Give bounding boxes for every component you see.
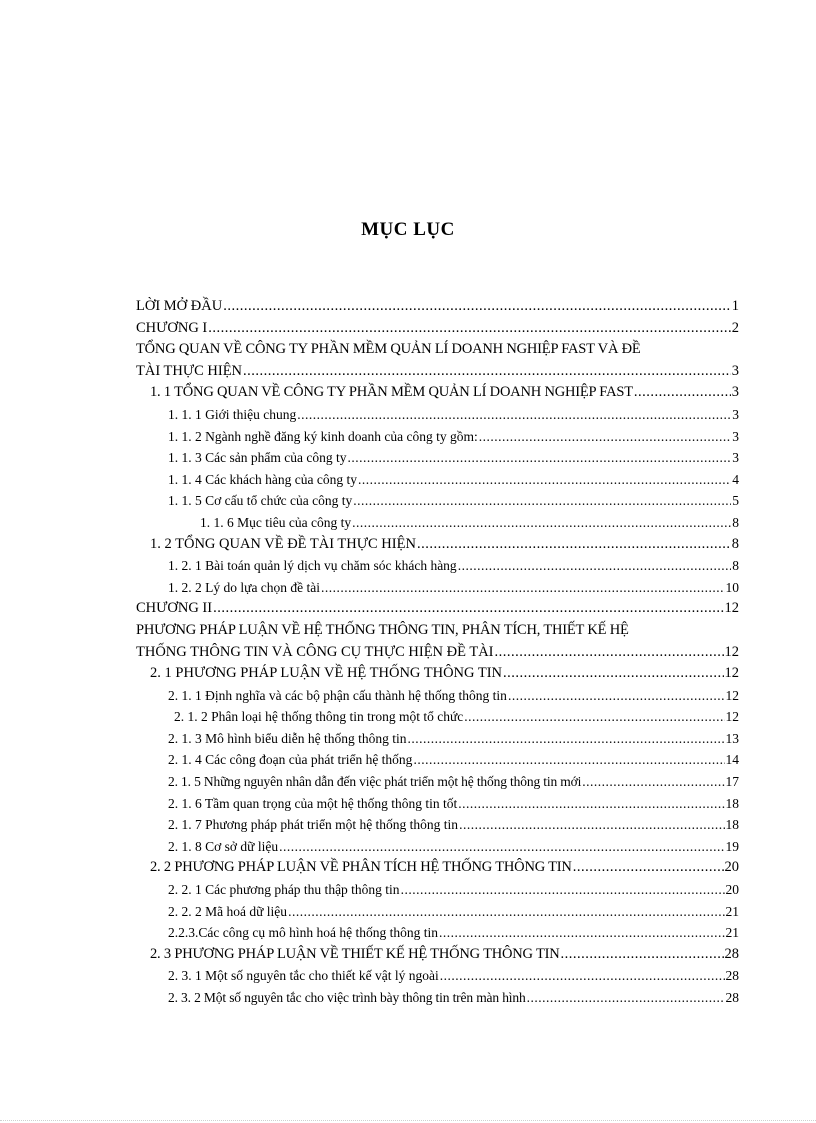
toc-leader bbox=[279, 836, 724, 858]
toc-leader bbox=[458, 555, 732, 577]
toc-entry-title-line2: TÀI THỰC HIỆN bbox=[136, 362, 243, 379]
toc-page-number: 8 bbox=[732, 514, 739, 530]
toc-leader bbox=[464, 706, 724, 728]
toc-entry[interactable] bbox=[136, 296, 739, 318]
toc-leader bbox=[288, 901, 724, 923]
toc-page-number: 8 bbox=[732, 558, 739, 574]
toc-entry-title: 2. 3 PHƯƠNG PHÁP LUẬN VỀ THIẾT KẾ HỆ THỐNG THÔNG TIN bbox=[150, 945, 560, 962]
toc-page-number: 12 bbox=[725, 709, 739, 725]
toc-entry-title: 2. 2 PHƯƠNG PHÁP LUẬN VỀ PHÂN TÍCH HỆ THỐNG THÔNG TIN bbox=[150, 859, 572, 876]
toc-entry[interactable] bbox=[136, 447, 739, 469]
toc-page-number: 12 bbox=[724, 665, 739, 682]
toc-entry[interactable] bbox=[136, 922, 739, 944]
toc-page-number: 3 bbox=[732, 406, 739, 422]
toc-leader bbox=[573, 857, 724, 879]
toc-page-number: 10 bbox=[725, 579, 739, 595]
toc-entry[interactable] bbox=[136, 944, 739, 966]
toc-entry-title: 1. 2. 2 Lý do lựa chọn đề tài bbox=[168, 579, 321, 595]
toc-entry[interactable] bbox=[136, 836, 739, 858]
toc-entry-title: 1. 1. 2 Ngành nghề đăng ký kinh doanh của công ty gồm: bbox=[168, 428, 478, 444]
toc-leader bbox=[582, 771, 724, 793]
toc-entry-title: 2. 1. 8 Cơ sở dữ liệu bbox=[168, 838, 279, 854]
toc-entry[interactable] bbox=[136, 857, 739, 879]
toc-leader bbox=[297, 404, 731, 426]
toc-entry-title: 2. 1. 4 Các công đoạn của phát triển hệ thống bbox=[168, 752, 413, 768]
toc-page-number: 21 bbox=[725, 925, 739, 941]
toc-page-number: 20 bbox=[725, 882, 739, 898]
toc-entry[interactable] bbox=[136, 339, 739, 382]
toc-page-number: 19 bbox=[725, 838, 739, 854]
toc-leader bbox=[413, 749, 724, 771]
toc-leader bbox=[347, 447, 731, 469]
toc-entry-title: CHƯƠNG II bbox=[136, 600, 213, 617]
toc-entry[interactable] bbox=[136, 793, 739, 815]
toc-entry[interactable] bbox=[136, 814, 739, 836]
toc-entry-title: 2. 3. 2 Một số nguyên tắc cho việc trình bày thông tin trên màn hình bbox=[168, 990, 526, 1005]
toc-page-number: 12 bbox=[725, 687, 739, 703]
page-title: MỤC LỤC bbox=[361, 219, 455, 240]
toc-entry[interactable] bbox=[136, 598, 739, 620]
toc-entry[interactable] bbox=[136, 534, 739, 556]
toc-entry-title: 2. 1. 3 Mô hình biểu diễn hệ thống thông tin bbox=[168, 730, 407, 746]
toc-entry-title-line2: THỐNG THÔNG TIN VÀ CÔNG CỤ THỰC HIỆN ĐỀ TÀI bbox=[136, 643, 494, 660]
toc-entry[interactable] bbox=[136, 577, 739, 599]
toc-entry[interactable] bbox=[136, 728, 739, 750]
toc-page-number: 5 bbox=[732, 493, 739, 509]
toc-page-number: 28 bbox=[724, 945, 739, 962]
toc-page-number: 3 bbox=[732, 450, 739, 466]
toc-page-number: 13 bbox=[725, 730, 739, 746]
toc-leader bbox=[223, 296, 731, 318]
toc-page-number: 18 bbox=[725, 795, 739, 811]
toc-entry-title: LỜI MỞ ĐẦU bbox=[136, 298, 223, 314]
toc-entry-title-line1: PHƯƠNG PHÁP LUẬN VỀ HỆ THỐNG THÔNG TIN, PHÂN TÍCH, THIẾT KẾ HỆ bbox=[136, 621, 629, 638]
toc-leader bbox=[439, 922, 725, 944]
toc-leader bbox=[243, 361, 731, 383]
toc-entry-title: CHƯƠNG I bbox=[136, 319, 208, 336]
toc-entry[interactable] bbox=[136, 749, 739, 771]
toc-page-number: 28 bbox=[725, 968, 739, 984]
toc-entry[interactable] bbox=[136, 901, 739, 923]
toc-page-number: 8 bbox=[731, 535, 739, 552]
toc-entry-title: 2. 1. 1 Định nghĩa và các bộ phận cấu thành hệ thống thông tin bbox=[168, 687, 507, 703]
toc-leader bbox=[508, 685, 725, 707]
toc-leader bbox=[408, 728, 725, 750]
toc-leader bbox=[459, 814, 724, 836]
toc-entry[interactable] bbox=[136, 771, 739, 793]
toc-entry[interactable] bbox=[136, 987, 739, 1009]
page-bottom-divider bbox=[0, 1120, 816, 1121]
toc-entry[interactable] bbox=[136, 512, 739, 534]
toc-leader bbox=[213, 598, 723, 620]
toc-page-number: 3 bbox=[731, 384, 739, 401]
toc-entry[interactable] bbox=[136, 663, 739, 685]
toc-leader bbox=[352, 512, 731, 534]
toc-page-number: 3 bbox=[731, 362, 739, 379]
toc-page-number: 12 bbox=[724, 643, 739, 660]
toc-leader bbox=[634, 382, 731, 404]
toc-entry-title-line1: TỔNG QUAN VỀ CÔNG TY PHẦN MỀM QUẢN LÍ DOANH NGHIỆP FAST VÀ ĐỀ bbox=[136, 341, 641, 358]
toc-leader bbox=[417, 534, 731, 556]
toc-entry-title: 2.2.3.Các công cụ mô hình hoá hệ thống thông tin bbox=[168, 925, 438, 941]
toc-page-number: 17 bbox=[725, 774, 739, 790]
toc-entry[interactable] bbox=[136, 469, 739, 491]
toc-entry[interactable] bbox=[136, 685, 739, 707]
toc-entry[interactable] bbox=[136, 426, 739, 448]
toc-leader bbox=[401, 879, 725, 901]
toc-page-number: 20 bbox=[724, 859, 739, 876]
toc-entry-title: 1. 2 TỔNG QUAN VỀ ĐỀ TÀI THỰC HIỆN bbox=[150, 535, 416, 552]
toc-entry[interactable] bbox=[136, 404, 739, 426]
toc-entry-title: 2. 1. 6 Tầm quan trọng của một hệ thống thông tin tốt bbox=[168, 795, 458, 811]
toc-page-number: 28 bbox=[725, 990, 739, 1005]
toc-entry-title: 2. 3. 1 Một số nguyên tắc cho thiết kế vật lý ngoài bbox=[168, 968, 439, 984]
toc-leader bbox=[503, 663, 723, 685]
toc-entry-title: 1. 1. 6 Mục tiêu của công ty bbox=[200, 514, 352, 530]
toc-entry-title: 1. 1. 4 Các khách hàng của công ty bbox=[168, 471, 357, 487]
toc-leader bbox=[527, 987, 725, 1009]
toc-entry-title: 1. 2. 1 Bài toán quản lý dịch vụ chăm sóc khách hàng bbox=[168, 558, 457, 574]
toc-entry-title: 2. 2. 1 Các phương pháp thu thập thông tin bbox=[168, 882, 400, 898]
toc-entry-title: 1. 1. 3 Các sản phẩm của công ty bbox=[168, 450, 347, 466]
toc-leader bbox=[561, 944, 724, 966]
toc-page-number: 2 bbox=[731, 319, 739, 336]
toc-leader bbox=[358, 469, 731, 491]
toc-page-number: 4 bbox=[732, 471, 739, 487]
toc-entry-title: 2. 1. 2 Phân loại hệ thống thông tin trong một tổ chức bbox=[174, 709, 464, 725]
toc-page-number: 21 bbox=[725, 903, 739, 919]
toc-leader bbox=[458, 793, 724, 815]
toc-entry-title: 1. 1. 1 Giới thiệu chung bbox=[168, 406, 297, 422]
toc-page-number: 18 bbox=[725, 817, 739, 833]
toc-leader bbox=[208, 318, 730, 340]
toc-entry-title: 1. 1. 5 Cơ cấu tổ chức của công ty bbox=[168, 493, 353, 509]
toc-entry-title: 1. 1 TỔNG QUAN VỀ CÔNG TY PHẦN MỀM QUẢN LÍ DOANH NGHIỆP FAST bbox=[150, 384, 633, 401]
toc-entry[interactable] bbox=[136, 706, 739, 728]
toc-entry[interactable] bbox=[136, 879, 739, 901]
toc-leader bbox=[353, 490, 731, 512]
toc-leader bbox=[479, 426, 732, 448]
toc-entry[interactable] bbox=[136, 555, 739, 577]
toc-entry-title: 2. 1. 7 Phương pháp phát triển một hệ thống thông tin bbox=[168, 817, 459, 833]
toc-page-number: 14 bbox=[725, 752, 739, 768]
toc-leader bbox=[440, 965, 725, 987]
toc-entry-title: 2. 2. 2 Mã hoá dữ liệu bbox=[168, 903, 288, 919]
toc-entry[interactable] bbox=[136, 620, 739, 663]
toc-page-number: 1 bbox=[731, 298, 739, 314]
toc-entry[interactable] bbox=[136, 490, 739, 512]
toc-page-number: 12 bbox=[724, 600, 739, 617]
toc-entry[interactable] bbox=[136, 382, 739, 404]
toc-entry-title: 2. 1. 5 Những nguyên nhân dẫn đến việc phát triển một hệ thống thông tin mới bbox=[168, 774, 582, 790]
toc-entry[interactable] bbox=[136, 965, 739, 987]
toc-page-number: 3 bbox=[732, 428, 739, 444]
table-of-contents bbox=[136, 296, 739, 1009]
toc-entry-title: 2. 1 PHƯƠNG PHÁP LUẬN VỀ HỆ THỐNG THÔNG TIN bbox=[150, 665, 503, 682]
toc-leader bbox=[495, 642, 724, 664]
toc-leader bbox=[321, 577, 724, 599]
toc-entry[interactable] bbox=[136, 318, 739, 340]
